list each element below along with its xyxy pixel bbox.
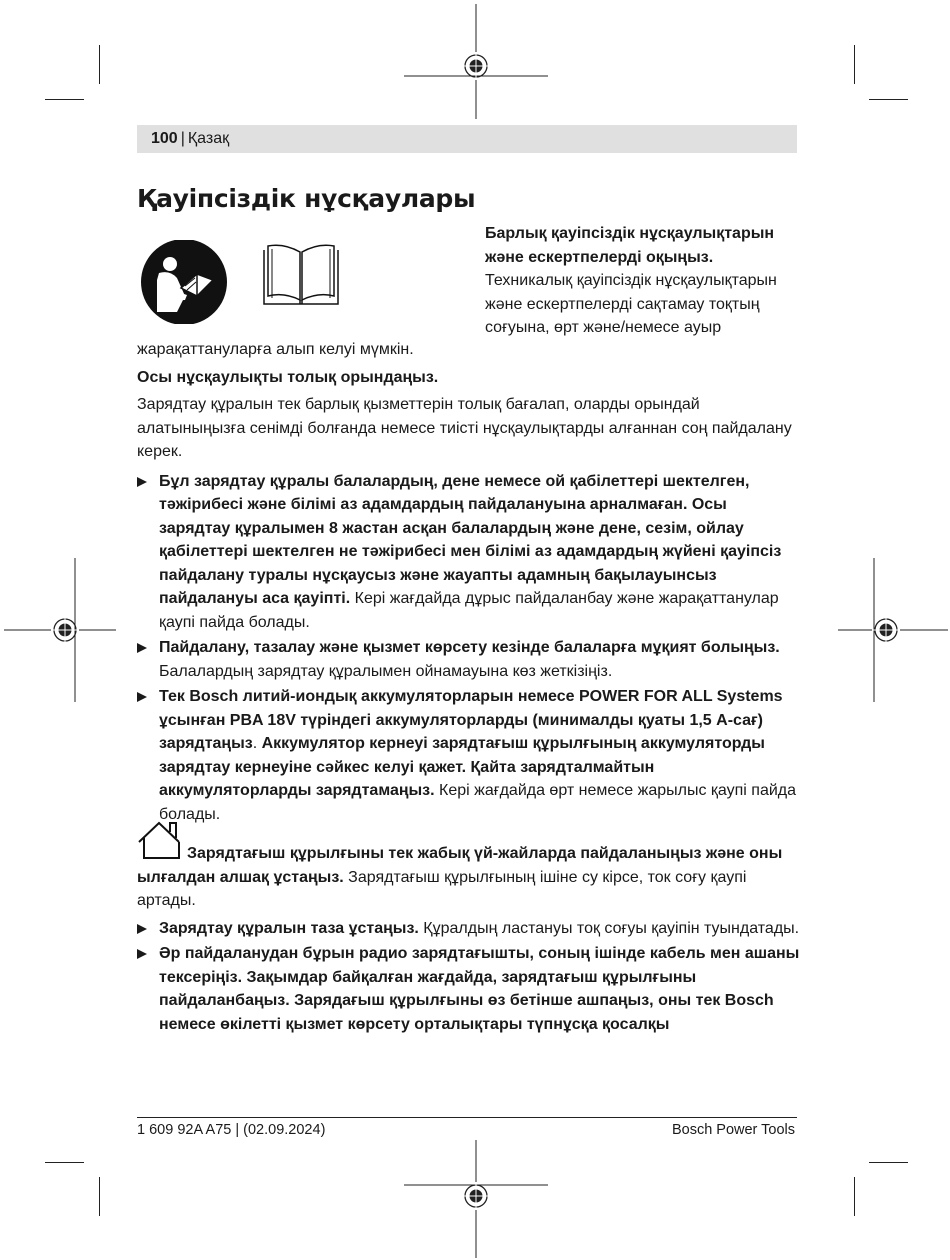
intro-right-column [485,222,805,340]
bullet-bold-text-2: Аккумулятор кернеуі зарядтағыш құрылғының аккумуляторды зарядтау кернеуіне сәйкес келуі қажет. Қайта зарядталмайтын аккумуляторларды зарядтамаңыз. [159,735,765,799]
triangle-bullet-icon [137,949,147,959]
indoor-text: Зарядтағыш құрылғының ішіне су кірсе, ток соғу қаупі артады. [137,868,747,909]
crop-mark-bottom-right-v [854,1177,855,1216]
bullet-text: Балалардың зарядтау құралымен ойнамауына көз жеткізіңіз. [159,662,613,680]
bullet-bold-text: Бұл зарядтау құралы балалардың, дене немесе ой қабілеттері шектелген, тәжірибесі және білімі аз адамдардың пайдалануына арналмаған. Осы зарядтау құралымен 8 жастан асқан балалардың және дене, сезім, ойлау қабілеттері шектелген не тәжірибесі мен білімі аз адамдардың жүйені қауіпсіз пайдалану туралы нұсқаусыз және жауапты адамның бақылауынсыз пайдалануы аса қауіпті. [159,472,782,607]
intro-bold-line: Барлық қауіпсіздік нұсқаулықтарын және ескертпелерді оқыңыз. [485,225,775,266]
header-language: Қазақ [187,130,230,147]
bullet-bold-text: Зарядтау құралын таза ұстаңыз. [159,919,419,937]
document-body [137,338,802,1036]
page-title: Қауіпсіздік нұсқаулары [137,184,476,213]
indoor-paragraph [137,842,802,913]
crop-mark-top-right-h [869,99,908,100]
list-item [137,470,802,635]
bullet-bold-text: Тек Bosch литий-иондық аккумуляторларын немесе POWER FOR ALL Systems ұсынған PBA 18V түріндегі аккумуляторларды (минималды қуаты 1,5 A-сағ) зарядтаңыз [159,688,783,752]
crop-mark-bottom-right-h [869,1162,908,1163]
footer-brand: Bosch Power Tools [671,1122,795,1138]
list-item [137,685,802,826]
registration-mark-top [404,4,548,119]
list-item [137,917,802,941]
registration-mark-right [838,558,948,702]
open-book-icon [262,244,340,308]
list-item [137,636,802,683]
read-manual-icon [137,240,231,324]
registration-mark-bottom [404,1140,548,1258]
crop-mark-bottom-left-h [45,1162,84,1163]
footer-doc-number: 1 609 92A A75 | (02.09.2024) [137,1122,326,1138]
triangle-bullet-icon [137,643,147,653]
header-separator: | [180,130,185,147]
follow-instructions: Осы нұсқаулықты толық орындаңыз. [137,368,439,386]
usage-paragraph: Зарядтау құралын тек барлық қызметтерін толық бағалап, оларды орындай алатыныңызға сенімді болғанда немесе тиісті нұсқаулықтарды алғаннан соң пайдалану керек. [137,396,792,460]
triangle-bullet-icon [137,692,147,702]
bullet-bold-text: Пайдалану, тазалау және қызмет көрсету кезінде балаларға мұқият болыңыз. [159,639,780,656]
page-header [137,125,797,153]
crop-mark-top-left-h [45,99,84,100]
crop-mark-top-left-v [99,45,100,84]
indoor-house-icon [137,820,183,860]
bullet-text: . [252,735,262,752]
bullet-text: Құралдың ластануы тоқ соғуы қауіпін туындатады. [418,919,800,937]
crop-mark-bottom-left-v [99,1177,100,1216]
list-item [137,942,802,1036]
header-text [151,130,229,148]
registration-mark-left [4,558,116,702]
triangle-bullet-icon [137,924,147,934]
page-number: 100 [151,130,178,147]
crop-mark-top-right-v [854,45,855,84]
indoor-bold-text: Зарядтағыш құрылғыны тек жабық үй-жайларда пайдаланыңыз және оны ылғалдан алшақ ұстаңыз. [137,845,783,886]
intro-text-right: Техникалық қауіпсіздік нұсқаулықтарын және ескертпелерді сақтамау тоқтың соғуына, өрт және/немесе ауыр [485,272,777,336]
bullet-bold-text: Әр пайдаланудан бұрын радио зарядтағышты, соның ішінде кабель мен ашаны тексеріңіз. Зақымдар байқалған жағдайда, зарядтағыш құрылғыны пайдаланбаңыз. Зарядағыш құрылғыны өз бетінше ашпаңыз, оны тек Bosch немесе өкілетті қызмет көрсету орталықтары түпнұсқа қосалқы [159,945,800,1033]
bullet-text-2: Кері жағдайда өрт немесе жарылыс қаупі пайда болады. [159,782,797,823]
footer-divider [137,1117,797,1118]
triangle-bullet-icon [137,477,147,487]
intro-continued: жарақаттануларға алып келуі мүмкін. [137,341,414,358]
bullet-text: Кері жағдайда дұрыс пайдаланбау және жарақаттанулар қаупі пайда болады. [159,590,779,631]
